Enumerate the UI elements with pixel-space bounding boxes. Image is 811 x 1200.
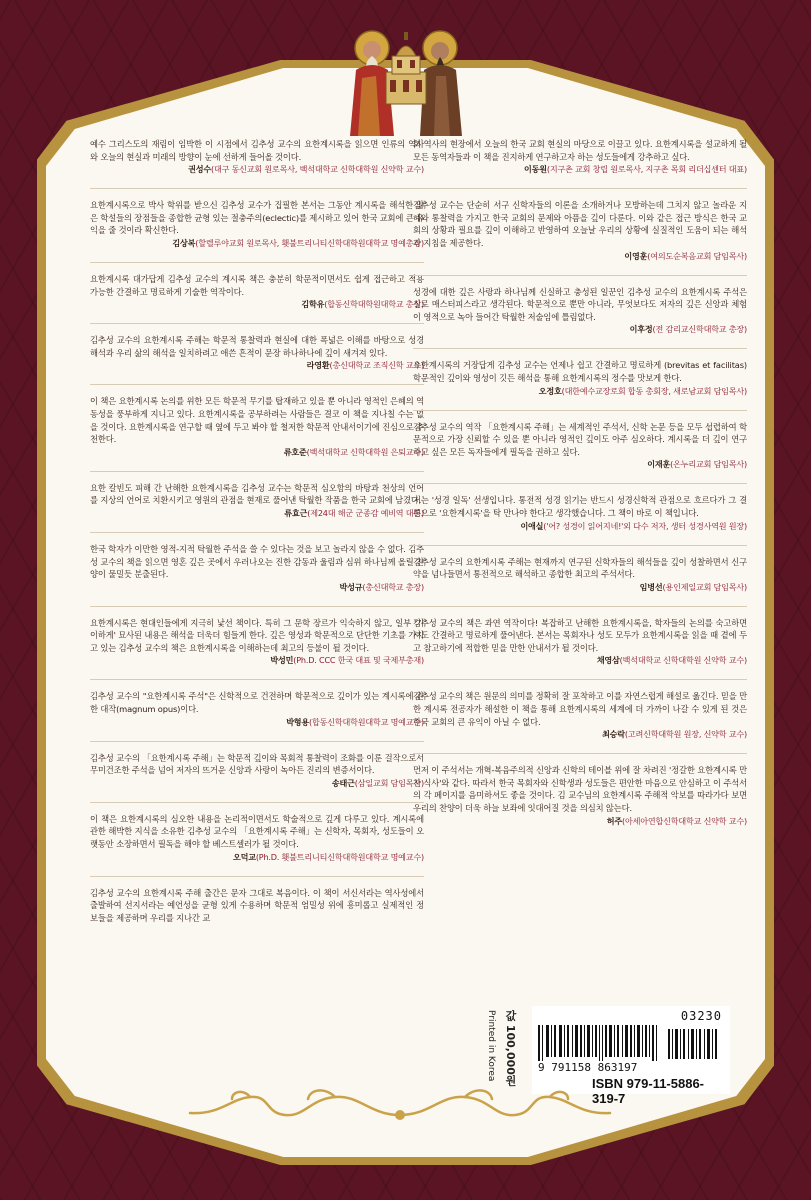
- barcode-area: [482, 1006, 730, 1106]
- endorsement: [90, 334, 424, 371]
- endorser-name: 권성수: [188, 164, 211, 175]
- divider: [90, 384, 424, 385]
- endorser-attribution: [90, 717, 424, 728]
- endorser-name: 최승락: [602, 729, 625, 740]
- endorser-name: 송태근: [331, 777, 355, 788]
- endorsement: [90, 543, 424, 593]
- endorsement: [90, 138, 424, 175]
- divider: [90, 188, 424, 189]
- divider: [90, 802, 424, 803]
- endorser-attribution: [413, 655, 747, 666]
- endorser-attribution: [90, 778, 424, 789]
- endorsement-text: 김추성 교수는 단순히 서구 신학자들의 이론을 소개하거나 모방하는데 그치지 않고 놀라운 지혜와 통찰력을 가지고 한국 교회의 문제와 아픔을 깊이 다룬다. 이와 같은 접근 방식은 한국 교회의 상황과 필요를 깊이 이해하고 반영하여 오늘날 우리의 상황에 실질적인 도움이 되는 해석과 지침을 제공한다.: [413, 200, 747, 248]
- endorser-attribution: [90, 238, 424, 249]
- endorser-name: 채영삼: [596, 655, 620, 666]
- endorser-name: 류호준: [283, 446, 307, 457]
- divider: [413, 753, 747, 754]
- endorser-affiliation: (용인제일교회 담임목사): [662, 581, 747, 592]
- endorser-attribution: [90, 582, 424, 593]
- endorser-affiliation: (대한예수교장로회 합동 총회장, 새로남교회 담임목사): [561, 385, 747, 396]
- endorser-name: 오정호: [538, 385, 562, 396]
- endorsement-text: 저는 '성경 일독' 선생입니다. 통전적 성경 읽기는 반드시 성경신학적 관점으로 흐르다가 그 결론으로 '요한계시록'을 탁 만나야 한다고 생각했습니다. 그 책이 바로 이 책입니다.: [413, 495, 747, 518]
- endorsement: [90, 395, 424, 457]
- endorser-affiliation: (백석대학교 신학대학원 신약학 교수): [619, 655, 747, 666]
- endorser-attribution: [413, 729, 747, 740]
- barcode: [532, 1006, 730, 1106]
- endorsement: [413, 764, 747, 826]
- endorsement: [413, 494, 747, 531]
- divider: [90, 876, 424, 877]
- endorsement-text: 김추성 교수의 「요한계시록 주해」는 학문적 깊이와 목회적 통찰력이 조화를 이룬 걸작으로서 무미건조한 주석을 넘어 저자의 뜨거운 신앙과 사랑이 녹아든 진리의 변증서이다.: [90, 752, 424, 776]
- endorser-affiliation: (Ph.D. CCC 한국 대표 및 국제부총재): [293, 655, 424, 666]
- endorser-affiliation: (여의도순복음교회 담임목사): [647, 250, 747, 261]
- endorser-affiliation: (할렐루야교회 원로목사, 횃불트리니티신학대학원대학교 명예총장): [195, 237, 424, 248]
- saints-icon-illustration: [336, 26, 476, 136]
- endorser-affiliation: ('어? 성경이 읽어지네!'외 다수 저자, 생터 성경사역원 원장): [543, 520, 747, 531]
- endorsement-text: 먼저 이 주석서는 개혁-복음주의적 신앙과 신학의 테이블 위에 잘 차려진 '정갈한 요한계시록 만찬 식사'와 같다. 따라서 한국 목회자와 신학생과 성도들은 편안한 마음으로 안심하고 이 주석서의 각 페이지를 음미하셔도 좋을 것이다. 김 교수님의 요한계시록 주해적 악보를 따라가다 보면 우리의 찬양이 더욱 하늘 보좌에 잇대어질 것을 의심치 않는다.: [413, 765, 747, 814]
- endorser-affiliation: (합동신학대학원대학교 총장): [324, 299, 424, 310]
- endorsement: [90, 813, 424, 863]
- price-label: 값 100,000원: [504, 1010, 517, 1086]
- endorser-affiliation: (대구 동신교회 원로목사, 백석대학교 신학대학원 신약학 교수): [211, 164, 424, 175]
- endorsement: [413, 690, 747, 740]
- endorser-attribution: [90, 655, 424, 666]
- endorsement-text: 회 역사의 현장에서 오늘의 한국 교회 현실의 마당으로 이끌고 있다. 요한계시록을 설교하게 될 모든 동역자들과 이 책을 진지하게 연구하고자 하는 성도들에게 강추하고 싶다.: [413, 139, 747, 162]
- endorser-name: 김학유: [301, 299, 325, 310]
- endorsement-text: 김추성 교수의 역작 「요한계시록 주해」는 세계적인 주석서, 신학 논문 등을 모두 섭렵하여 학문적으로 가장 신뢰할 수 있을 뿐 아니라 영적인 깊이도 아주 심오하다. 계시록을 더 깊이 연구하고 싶은 모든 독자들에게 필독을 권하고 싶다.: [413, 421, 747, 457]
- endorsement: [90, 273, 424, 310]
- divider: [90, 262, 424, 263]
- endorsement-text: 요한계시록 대가답게 김추성 교수의 계시록 책은 충분히 학문적이면서도 쉽게 접근하고 적용 가능한 간결하고 명료하게 기술한 역작이다.: [90, 273, 424, 297]
- endorser-attribution: [413, 164, 747, 175]
- endorsement: [90, 617, 424, 667]
- endorsements-left-column: [90, 138, 424, 937]
- endorsement: [413, 286, 747, 336]
- endorsement-text: 김추성 교수의 요한계시록 주해 출간은 문자 그대로 복음이다. 이 책이 서신서라는 역사성에서 출발하여 선지서라는 예언성을 균형 있게 수용하며 학문적 엄밀성 위에 흥미롭고 실제적인 정보들을 제공하며 우리를 지나간 교: [90, 887, 424, 923]
- endorser-attribution: [413, 582, 747, 593]
- endorsement: [90, 752, 424, 789]
- divider: [413, 545, 747, 546]
- divider: [90, 606, 424, 607]
- endorsement-text: 요한 칼빈도 피해 간 난해한 요한계시록을 김추성 교수는 학문적 심오함의 바탕과 천상의 언어를 지상의 언어로 치환시키고 영원의 관점을 현재로 풀어낸 탁월한 작품을 한국 교회에 남겼다.: [90, 482, 424, 506]
- endorser-name: 라영환: [306, 360, 330, 371]
- endorser-affiliation: (백석대학교 신학대학원 은퇴교수): [306, 446, 424, 457]
- endorser-attribution: [413, 251, 747, 262]
- endorser-name: 이후정: [629, 324, 653, 335]
- endorser-attribution: [413, 324, 747, 335]
- endorser-name: 이애실: [520, 520, 544, 531]
- divider: [90, 323, 424, 324]
- endorsement: [90, 482, 424, 519]
- endorser-name: 김상복: [172, 237, 196, 248]
- endorser-name: 박성민: [270, 655, 294, 666]
- divider: [90, 532, 424, 533]
- endorser-name: 오덕교: [232, 851, 256, 862]
- barcode-digits: 9 791158 863197: [538, 1061, 638, 1074]
- divider: [413, 348, 747, 349]
- endorsement: [413, 421, 747, 471]
- endorsement-text: 이 책은 요한계시록의 심오한 내용을 논리적이면서도 학술적으로 깊게 다루고 있다. 계시록에 관한 해박한 지식을 소유한 김추성 교수의 「요한계시록 주해」는 신학자, 목회자, 성도들이 오랫동안 소장하면서 필독을 해야 할 베스트셀러가 될 것이다.: [90, 813, 424, 850]
- endorsement: [413, 138, 747, 175]
- endorser-attribution: [90, 447, 424, 458]
- endorser-affiliation: (아세아연합신학대학교 신약학 교수): [622, 815, 747, 826]
- divider: [90, 471, 424, 472]
- endorser-name: 이동원: [524, 164, 547, 175]
- endorser-attribution: [90, 508, 424, 519]
- endorser-attribution: [90, 299, 424, 310]
- endorser-name: 박형용: [286, 716, 310, 727]
- endorsement-text: 김추성 교수의 "요한계시록 주석"은 신학적으로 건전하며 학문적으로 깊이가 있는 계시록에 관한 대작(magnum opus)이다.: [90, 691, 424, 715]
- endorsement-text: 김추성 교수의 책은 과연 역작이다! 복잡하고 난해한 요한계시록을, 학자들의 논의를 숙고하면서도 간결하고 명료하게 풀어낸다. 본서는 목회자나 성도 모두가 요한계시록을 읽을 때 곁에 두고 참고하기에 적합한 믿을 만한 안내서가 될 것이다.: [413, 617, 747, 653]
- barcode-addon: 03230: [680, 1009, 722, 1023]
- divider: [413, 188, 747, 189]
- endorser-affiliation: (고려신학대학원 원장, 신약학 교수): [624, 729, 747, 740]
- endorsement-text: 요한계시록으로 박사 학위를 받으신 김추성 교수가 집필한 본서는 그동안 계시록을 해석한 많은 학설들의 장점들을 종합한 균형 있는 절충주의(eclectic)를 제시하고 있어 한국 교회에 큰 유익을 줄 것이라 확신한다.: [90, 200, 424, 236]
- endorser-name: 이영훈: [624, 250, 648, 261]
- endorser-affiliation: (총신대학교 총장): [362, 581, 424, 592]
- divider: [413, 410, 747, 411]
- endorser-affiliation: (총신대학교 조직신학 교수): [329, 360, 424, 371]
- divider: [413, 606, 747, 607]
- ornament-scroll: [120, 1085, 680, 1129]
- endorser-attribution: [90, 164, 424, 175]
- endorser-attribution: [90, 360, 424, 371]
- endorsement-text: 요한계시록의 거장답게 김추성 교수는 언제나 쉽고 간결하고 명료하게 (brevitas et facilitas) 학문적인 깊이와 영성이 깃든 해석을 통해 요한계시록의 정수를 맛보게 한다.: [413, 360, 747, 383]
- endorser-affiliation: (합동신학대학원대학교 명예교수): [309, 716, 424, 727]
- endorser-attribution: [413, 521, 747, 532]
- divider: [413, 483, 747, 484]
- endorser-name: 임병선: [639, 581, 663, 592]
- endorsement-text: 김추성 교수의 요한계시록 주해는 현재까지 연구된 신학자들의 해석들을 깊이 성찰하면서 신구약을 넘나들면서 통전적으로 해석하고 종합한 최고의 주석서다.: [413, 556, 747, 580]
- endorsement: [413, 617, 747, 667]
- divider: [413, 275, 747, 276]
- endorsement-text: 김추성 교수의 책은 원문의 의미를 정확히 잘 포착하고 이를 자연스럽게 해설로 옮긴다. 믿을 만한 계시록 전공자가 해설한 이 책을 통해 요한계시록의 세계에 더 가까이 나갈 수 있게 된 것은 한국 교회의 큰 유익이 아닐 수 없다.: [413, 691, 747, 727]
- endorsement-text: 한국 학자가 이만한 영적-지적 탁월한 주석을 쓸 수 있다는 것을 보고 놀라지 않을 수 없다. 김추성 교수의 책을 읽으면 영혼 깊은 곳에서 우러나오는 진한 감동과 울림과 심위 하나님께 올릴 찬양이 물밀듯 분출된다.: [90, 543, 424, 580]
- endorser-attribution: [90, 852, 424, 863]
- endorser-attribution: [413, 459, 747, 470]
- endorser-attribution: [413, 816, 747, 827]
- endorser-affiliation: (삼일교회 담임목사): [354, 777, 424, 788]
- printed-in-label: Printed in Korea: [486, 1010, 496, 1082]
- endorsement: [413, 199, 747, 261]
- endorsement: [90, 887, 424, 925]
- endorsement-text: 요한계시록은 현대인들에게 지극히 낯선 책이다. 특히 그 문학 장르가 익숙하지 않고, 일부 '기이하게' 묘사된 내용은 해석을 더욱더 힘들게 한다. 깊은 영성과 학문적으로 단단한 기초를 가지고 있는 김추성 교수의 책은 요한계시록을 이해하는데 최고의 등불이 될 것이다.: [90, 617, 424, 653]
- endorser-affiliation: (전 감리교신학대학교 총장): [652, 324, 747, 335]
- endorsement-text: 이 책은 요한계시록 논의를 위한 모든 학문적 무기를 탑재하고 있을 뿐 아니라 영적인 은혜의 역동성을 풍부하게 지니고 있다. 요한계시록을 공부하려는 사람들은 결코 이 책을 지나칠 수는 없을 것이다. 요한계시록을 연구할 때 옆에 두고 봐야 할 철저한 학문적 안내서이기에 진심으로 추천한다.: [90, 396, 424, 445]
- endorser-affiliation: (Ph.D. 횃불트리니티신학대학원대학교 명예교수): [255, 851, 424, 862]
- endorsement: [413, 359, 747, 396]
- endorsement: [413, 556, 747, 593]
- endorsements-right-column: [413, 138, 747, 840]
- endorser-affiliation: (제24대 해군 군종감 예비역 대령): [307, 507, 424, 518]
- endorser-name: 박성규: [339, 581, 363, 592]
- endorser-attribution: [413, 386, 747, 397]
- endorser-name: 이재훈: [647, 459, 671, 470]
- divider: [90, 679, 424, 680]
- endorser-name: 허주: [606, 815, 623, 826]
- divider: [90, 741, 424, 742]
- barcode-bars: [538, 1025, 724, 1061]
- endorsement: [90, 199, 424, 249]
- isbn-label: ISBN 979-11-5886-319-7: [592, 1076, 705, 1106]
- endorsement: [90, 690, 424, 727]
- endorsement-text: 김추성 교수의 요한계시록 주해는 학문적 통찰력과 현실에 대한 폭넓은 이해를 바탕으로 성경 해석과 우리 삶의 해석을 일치하려고 애쓴 흔적이 문장 하나하나에 깊이 새겨져 있다.: [90, 335, 424, 358]
- endorser-name: 류효근: [284, 507, 308, 518]
- endorsement-text: 성경에 대한 깊은 사랑과 하나님께 신실하고 충성된 일꾼인 김추성 교수의 요한계시록 주석은 실로 매스터피스라고 생각된다. 학문적으로 뿐만 아니라, 무엇보다도 저자의 깊은 신앙과 체험이 영적으로 녹아 들어간 탁월한 저술임에 틀림없다.: [413, 286, 747, 322]
- endorsement-text: 예수 그리스도의 재림이 임박한 이 시점에서 김추성 교수의 요한계시록을 읽으면 인류의 역사와 오늘의 현실과 미래의 방향이 눈에 선하게 들어올 것이다.: [90, 139, 424, 162]
- price-block: [482, 1006, 526, 1094]
- divider: [413, 679, 747, 680]
- endorser-affiliation: (지구촌 교회 창립 원로목사, 지구촌 목회 리더십센터 대표): [546, 164, 747, 175]
- endorser-affiliation: (온누리교회 담임목사): [670, 459, 747, 470]
